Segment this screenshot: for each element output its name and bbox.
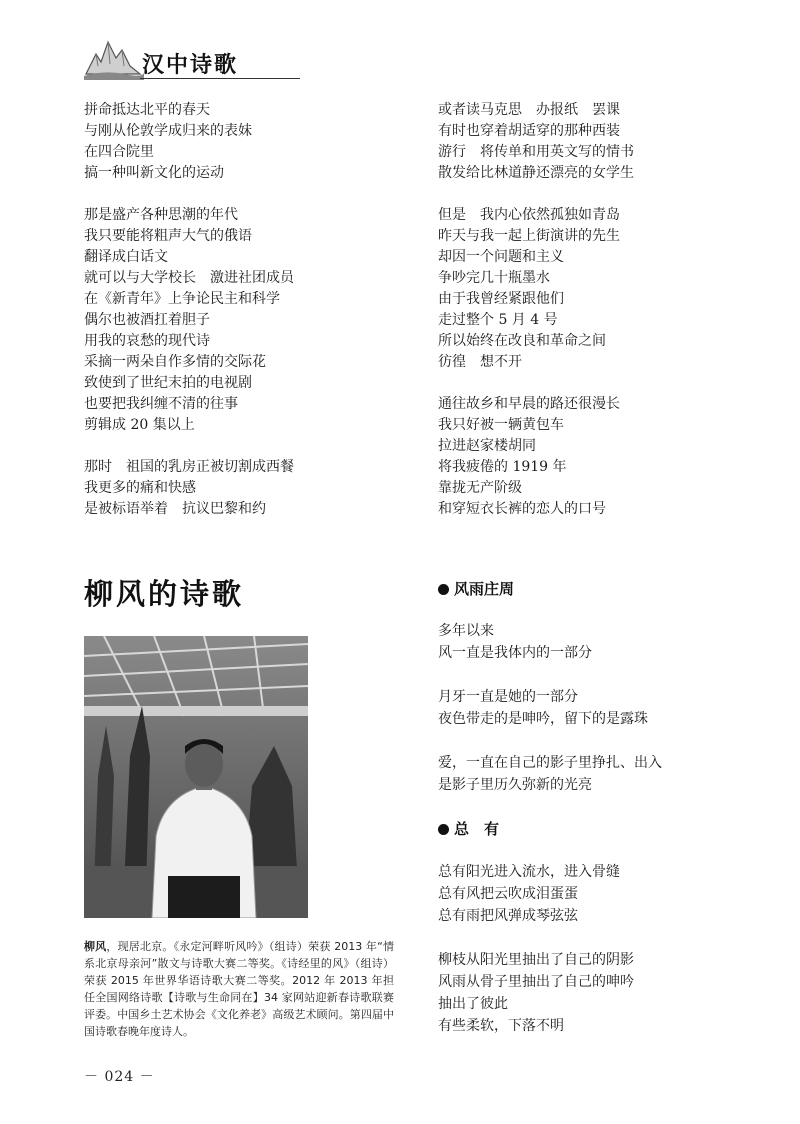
poem-line: 由于我曾经紧跟他们: [438, 291, 564, 307]
poem-line: 那是盛产各种思潮的年代: [84, 207, 238, 223]
poem-line: 通往故乡和早晨的路还很漫长: [438, 396, 620, 412]
stanza: [84, 205, 404, 436]
poem-line: 总有风把云吹成泪蛋蛋: [438, 886, 578, 902]
poem-continuation-left: [84, 100, 404, 541]
poet-biography: [84, 938, 394, 1040]
stanza: [84, 100, 404, 184]
poem-line: 游行 将传单和用英文写的情书: [438, 144, 634, 160]
poem-line: 是被标语举着 抗议巴黎和约: [84, 501, 266, 517]
poem-line: 致使到了世纪末拍的电视剧: [84, 375, 252, 391]
poem-title-text: 总 有: [454, 820, 500, 838]
header-divider: [140, 78, 300, 79]
poet-name: 柳风: [84, 940, 107, 953]
poem-line: 和穿短衣长裤的恋人的口号: [438, 501, 606, 517]
poem-title-1: [438, 578, 514, 599]
poem-line: 却因一个问题和主义: [438, 249, 564, 265]
poem-line: 夜色带走的是呻吟，留下的是露珠: [438, 711, 648, 727]
stanza: [438, 394, 758, 520]
poem-line: 在《新青年》上争论民主和科学: [84, 291, 280, 307]
poem-line: 总有阳光进入流水，进入骨缝: [438, 864, 620, 880]
poem-line: 彷徨 想不开: [438, 354, 522, 370]
poem-continuation-right: [438, 100, 758, 541]
poem-line: 抽出了彼此: [438, 996, 508, 1012]
poem-line: 将我疲倦的 1919 年: [438, 459, 567, 475]
poem-line: 我只要能将粗声大气的俄语: [84, 228, 252, 244]
stanza: [84, 457, 404, 520]
poem-line: 或者读马克思 办报纸 罢课: [438, 102, 620, 118]
poem-title-text: 风雨庄周: [454, 580, 515, 598]
stanza: [438, 205, 758, 373]
poem-line: 所以始终在改良和革命之间: [438, 333, 606, 349]
poet-bio-text: ，现居北京。《永定河畔听风吟》（组诗）荣获 2013 年“情系北京母亲河”散文与诗歌大赛二等奖。《诗经里的风》（组诗）荣获 2015 年世界华语诗歌大赛二等奖。2012 年 2013 年担任全国网络诗歌【诗歌与生命同在】34 家网站迎新春诗歌联赛评委。中国乡土艺术协会《文化养老》高级艺术顾问。第四届中国诗歌春晚年度诗人。: [84, 940, 395, 1038]
poem-line: 散发给比林道静还漂亮的女学生: [438, 165, 634, 181]
magazine-title: 汉中诗歌: [142, 53, 239, 78]
poem-body-2: [438, 861, 758, 1059]
poem-line: 走过整个 5 月 4 号: [438, 312, 558, 328]
poem-line: 在四合院里: [84, 144, 154, 160]
poem-body-1: [438, 620, 758, 818]
stanza: [438, 861, 758, 927]
stanza: [438, 100, 758, 184]
poem-line: 翻译成白话文: [84, 249, 168, 265]
poem-line: 剪辑成 20 集以上: [84, 417, 195, 433]
poem-line: 靠拢无产阶级: [438, 480, 522, 496]
poem-line: 有些柔软，下落不明: [438, 1018, 564, 1034]
stanza: [438, 949, 758, 1037]
poem-line: 总有雨把风弹成琴弦弦: [438, 908, 578, 924]
page-number: － 024 －: [84, 1069, 155, 1085]
poet-portrait-image: [84, 636, 308, 918]
poem-line: 采摘一两朵自作多情的交际花: [84, 354, 266, 370]
poem-line: 我更多的痛和快感: [84, 480, 196, 496]
mountain-logo-icon: [84, 36, 144, 82]
poem-line: 我只好被一辆黄包车: [438, 417, 564, 433]
poem-line: 昨天与我一起上街演讲的先生: [438, 228, 620, 244]
poem-line: 爱，一直在自己的影子里挣扎、出入: [438, 755, 662, 771]
magazine-header: [84, 36, 304, 86]
stanza: [438, 620, 758, 664]
poem-line: 但是 我内心依然孤独如青岛: [438, 207, 620, 223]
poem-line: 风一直是我体内的一部分: [438, 645, 592, 661]
stanza: [438, 686, 758, 730]
poem-line: 月牙一直是她的一部分: [438, 689, 578, 705]
poem-line: 用我的哀愁的现代诗: [84, 333, 210, 349]
poem-line: 多年以来: [438, 623, 494, 639]
poem-line: 拉进赵家楼胡同: [438, 438, 536, 454]
bullet-icon: [438, 824, 449, 835]
poem-line: 风雨从骨子里抽出了自己的呻吟: [438, 974, 634, 990]
stanza: [438, 752, 758, 796]
poem-line: 那时 祖国的乳房正被切割成西餐: [84, 459, 294, 475]
poem-line: 是影子里历久弥新的光亮: [438, 777, 592, 793]
poem-line: 也要把我纠缠不清的往事: [84, 396, 238, 412]
poem-line: 拼命抵达北平的春天: [84, 102, 210, 118]
poem-line: 搞一种叫新文化的运动: [84, 165, 224, 181]
poem-line: 与刚从伦敦学成归来的表妹: [84, 123, 252, 139]
poem-line: 就可以与大学校长 激进社团成员: [84, 270, 294, 286]
bullet-icon: [438, 584, 449, 595]
poem-line: 柳枝从阳光里抽出了自己的阴影: [438, 952, 634, 968]
poet-photo: [84, 636, 308, 918]
poem-title-2: [438, 818, 499, 839]
poem-line: 争吵完几十瓶墨水: [438, 270, 550, 286]
poem-line: 偶尔也被酒扛着胆子: [84, 312, 210, 328]
poem-line: 有时也穿着胡适穿的那种西装: [438, 123, 620, 139]
section-title: 柳风的诗歌: [84, 577, 245, 611]
